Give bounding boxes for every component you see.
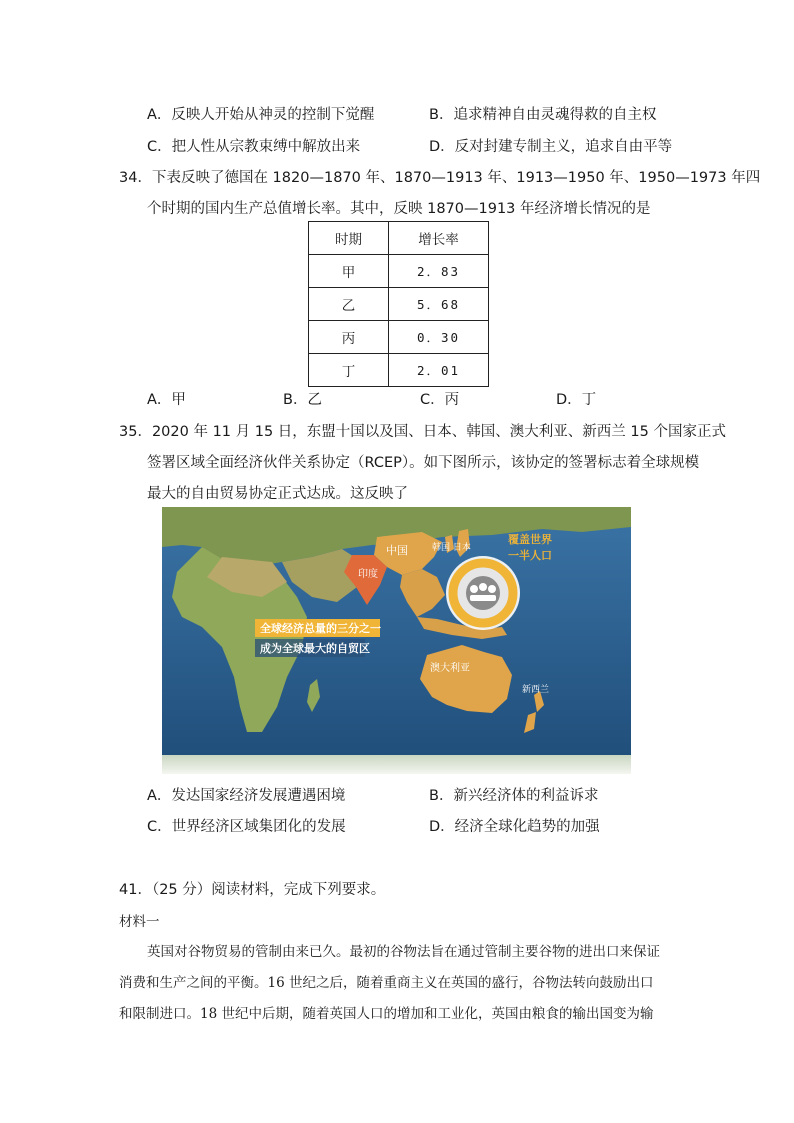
gdp-growth-table: [308, 221, 489, 387]
q35-stem-line3: 最大的自由贸易协定正式达成。这反映了: [147, 486, 408, 502]
q33-option-c: C．把人性从宗教束缚中解放出来: [147, 139, 361, 155]
q34-option-b: B．乙: [283, 392, 322, 408]
table-row: [309, 288, 489, 321]
table-row: [309, 354, 489, 387]
table-header: 增长率: [389, 222, 489, 255]
q35-stem-line1: 35．2020 年 11 月 15 日，东盟十国以及国、日本、韩国、澳大利亚、新西兰 15 个国家正式: [119, 424, 726, 440]
table-cell: 2．83: [389, 255, 489, 288]
q35-stem-line2: 签署区域全面经济伙伴关系协定（RCEP）。如下图所示，该协定的签署标志着全球规模: [147, 455, 700, 471]
label-newzealand: 新西兰: [522, 685, 550, 695]
q35-option-a: A．发达国家经济发展遭遇困境: [147, 788, 346, 804]
rcep-map-image: [162, 507, 631, 774]
table-cell: 乙: [309, 288, 389, 321]
material-para-line3: 和限制进口。18 世纪中后期，随着英国人口的增加和工业化，英国由粮食的输出国变为输: [119, 1006, 654, 1022]
q34-option-c: C．丙: [420, 392, 460, 408]
table-cell: 丙: [309, 321, 389, 354]
label-population-1: 覆盖世界: [508, 533, 552, 546]
table-cell: 0．30: [389, 321, 489, 354]
table-header: 时期: [309, 222, 389, 255]
material-title: 材料一: [119, 914, 160, 930]
q34-option-a: A．甲: [147, 392, 186, 408]
label-china: 中国: [386, 544, 408, 557]
q34-stem-line1: 34．下表反映了德国在 1820—1870 年、1870—1913 年、1913—1950 年、1950—1973 年四: [119, 170, 761, 186]
q33-option-a: A．反映人开始从神灵的控制下觉醒: [147, 107, 375, 123]
table-header-row: [309, 222, 489, 255]
q33-option-b: B．追求精神自由灵魂得救的自主权: [429, 107, 657, 123]
q33-option-d: D．反对封建专制主义，追求自由平等: [429, 139, 673, 155]
q41-header: 41．（25 分）阅读材料，完成下列要求。: [119, 882, 386, 898]
table-cell: 甲: [309, 255, 389, 288]
q35-option-c: C．世界经济区域集团化的发展: [147, 819, 346, 835]
antarctica: [162, 755, 631, 774]
table-cell: 2．01: [389, 354, 489, 387]
label-india: 印度: [358, 569, 378, 580]
rcep-map-svg: [162, 507, 631, 774]
table-cell: 5．68: [389, 288, 489, 321]
banner-line1: 全球经济总量的三分之一: [260, 622, 381, 635]
table-row: [309, 255, 489, 288]
label-korea-japan: 韩国 日本: [432, 543, 471, 553]
q34-option-d: D．丁: [556, 392, 597, 408]
label-australia: 澳大利亚: [430, 663, 470, 674]
population-badge: [446, 556, 520, 630]
q35-option-d: D．经济全球化趋势的加强: [429, 819, 600, 835]
material-para-line1: 英国对谷物贸易的管制由来已久。最初的谷物法旨在通过管制主要谷物的进出口来保证: [147, 944, 660, 960]
q34-stem-line2: 个时期的国内生产总值增长率。其中，反映 1870—1913 年经济增长情况的是: [147, 201, 651, 217]
material-para-line2: 消费和生产之间的平衡。16 世纪之后，随着重商主义在英国的盛行，谷物法转向鼓励出口: [119, 975, 654, 991]
table-cell: 丁: [309, 354, 389, 387]
table-row: [309, 321, 489, 354]
banner-line2: 成为全球最大的自贸区: [260, 642, 370, 655]
q35-option-b: B．新兴经济体的利益诉求: [429, 788, 599, 804]
label-population-2: 一半人口: [508, 549, 552, 562]
